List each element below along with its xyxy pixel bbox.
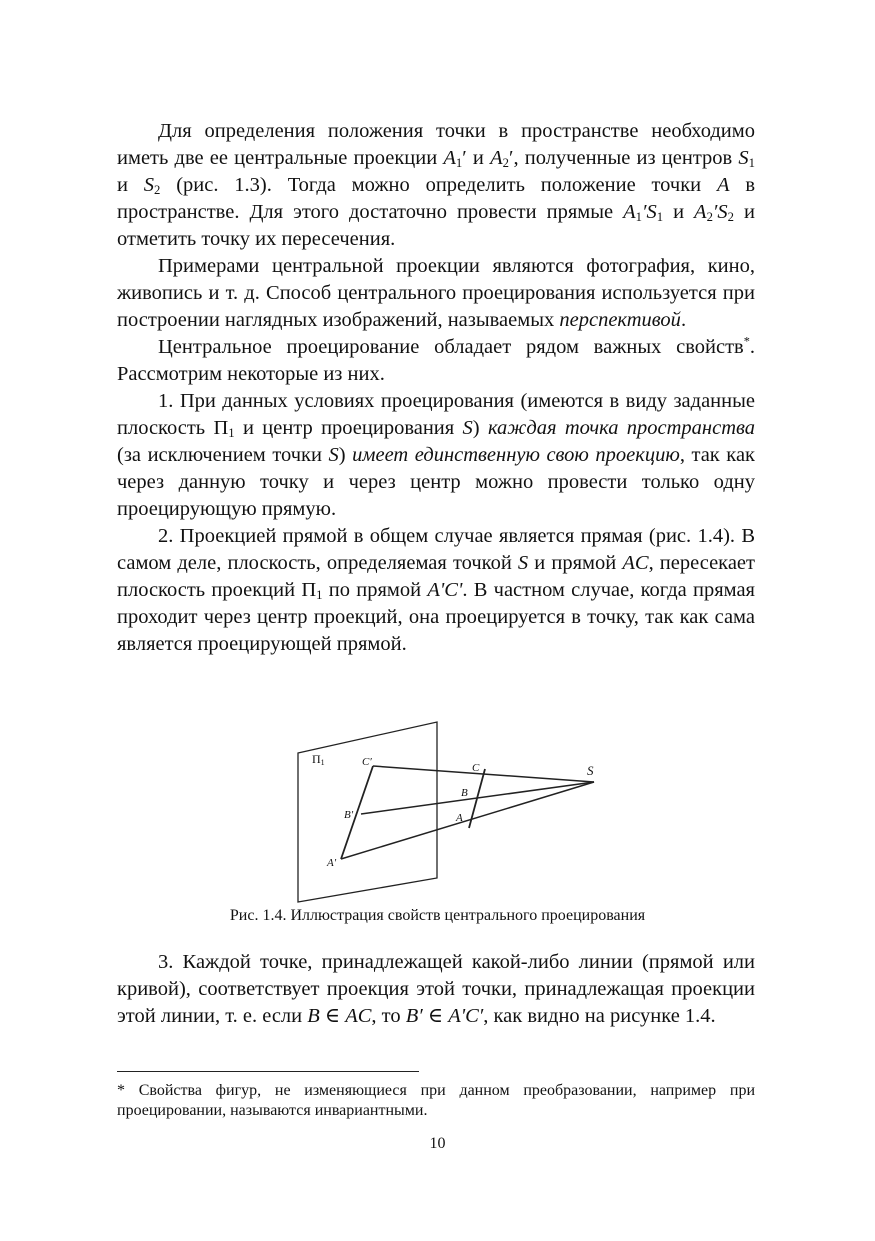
- figure-central-projection: [290, 718, 610, 908]
- body-text-bottom: [117, 949, 755, 1030]
- label-c: C: [472, 762, 480, 774]
- label-c-proj: C′: [362, 756, 372, 768]
- footnote: * Свойства фигур, не изменяющиеся при данном преобразовании, например при проецировании, называются инвариантными.: [117, 1082, 755, 1119]
- page-number: 10: [429, 1135, 446, 1152]
- paragraph-4: 1. При данных условиях проецирования (имеются в виду заданные плоскость $П_1$ и центр проецирования S) каждая точка пространства (за исключением точки S) имеет единственную свою проекцию, так как через данную точку и через центр можно провести только одну проецирующую прямую.: [117, 390, 756, 520]
- figure-caption: Рис. 1.4. Иллюстрация свойств центрального проецирования: [229, 907, 646, 924]
- label-b: B: [461, 787, 468, 799]
- paragraph-5: 2. Проекцией прямой в общем случае является прямая (рис. 1.4). В самом деле, плоскость, определяемая точкой S и прямой AC, пересекает плоскость проекций $П_1$ по прямой A'C'. В частном случае, когда прямая проходит через центр проекций, она проецируется в точку, так как сама является проецирующей прямой.: [117, 525, 755, 655]
- paragraph-6: 3. Каждой точке, принадлежащей какой-либо линии (прямой или кривой), соответствует проекция этой точки, принадлежащая проекции этой линии, т. е. если B ∈ AC, то B′ ∈ A'C′, как видно на рисунке 1.4.: [117, 951, 755, 1027]
- label-b-proj: B′: [344, 809, 354, 821]
- label-a-proj: A′: [327, 857, 337, 869]
- footnote-separator: [117, 1071, 419, 1072]
- body-text-top: [117, 118, 755, 658]
- projection-plane: [298, 722, 437, 902]
- paragraph-2: Примерами центральной проекции являются фотография, кино, живопись и т. д. Способ центрального проецирования используется при построении наглядных изображений, называемых перспективой.: [117, 255, 755, 331]
- label-a: A: [456, 812, 463, 824]
- paragraph-1: Для определения положения точки в пространстве необходимо иметь две ее центральные проекции $A_1'$ и $A_2'$, полученные из центров $S_1$ и $S_2$ (рис. 1.3). Тогда можно определить положение точки A в пространстве. Для этого достаточно провести прямые $A_1'S_1$ и $A_2'S_2$ и отметить точку их пересечения.: [117, 120, 755, 250]
- label-plane: П1: [312, 752, 325, 767]
- label-s: S: [587, 763, 594, 778]
- paragraph-3: Центральное проецирование обладает рядом важных свойств*. Рассмотрим некоторые из них.: [117, 334, 755, 385]
- projection-diagram: [290, 718, 610, 908]
